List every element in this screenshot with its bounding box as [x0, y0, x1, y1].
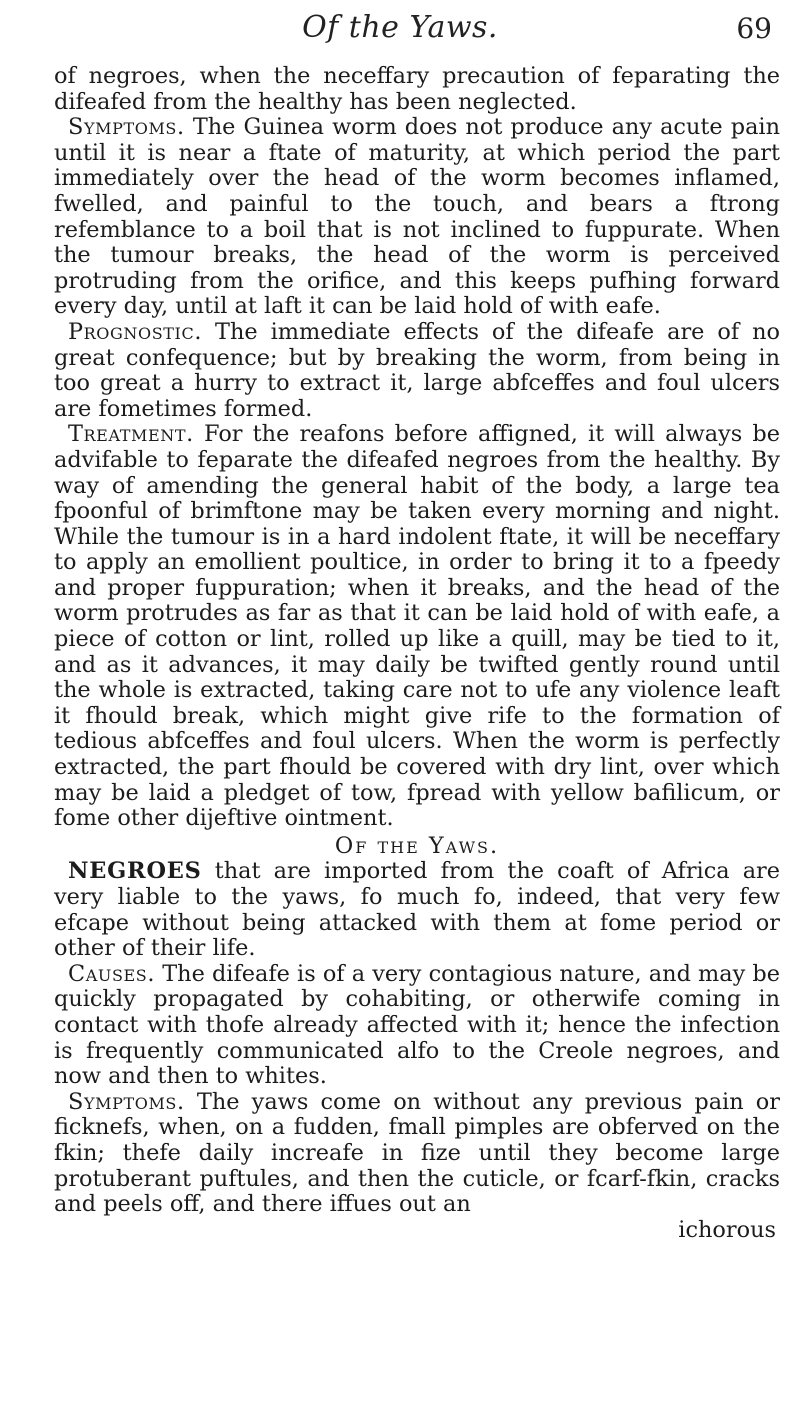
running-head: Of the Yaws.	[302, 10, 498, 45]
paragraph-continuation	[54, 64, 780, 115]
paragraph-text: For the reafons before affigned, it will always be advifable to feparate the difeafed negroes from the healthy. By way of amending the general habit of the body, a large tea fpoonful of brimftone may be taken every morning and night. While the tumour is in a hard indolent ftate, it will be neceffary to apply an emollient poultice, in order to bring it to a fpeedy and proper fuppuration; when it breaks, and the head of the worm protrudes as far as that it can be laid hold of with eafe, a piece of cotton or lint, rolled up like a quill, may be tied to it, and as it advances, it may daily be twifted gently round until the whole is extracted, taking care not to ufe any violence leaft it fhould break, which might give rife to the formation of tedious abfceffes and foul ulcers. When the worm is perfectly extracted, the part fhould be covered with dry lint, over which may be laid a pledget of tow, fpread with yellow bafilicum, or fome other dijeftive ointment.	[54, 421, 780, 832]
page-header	[0, 10, 800, 62]
paragraph-heading: Prognostic.	[68, 318, 203, 345]
section-title: Of the Yaws.	[334, 832, 500, 859]
paragraph-heading: Treatment.	[68, 421, 194, 448]
paragraph-text: The immediate effects of the difeafe are of no great confequence; but by breaking the worm, from being in too great a hurry to extract it, large abfceffes and foul ulcers are fometimes formed.	[54, 318, 780, 422]
body-text	[54, 64, 780, 1243]
paragraph-heading: Symptoms.	[68, 1088, 185, 1115]
paragraph-heading: NEGROES	[68, 858, 202, 885]
paragraph-text: that are imported from the coaft of Africa are very liable to the yaws, fo much fo, indeed, that very few efcape without being attacked with them at fome period or other of their life.	[54, 858, 780, 962]
paragraph-text: of negroes, when the neceffary precaution of feparating the difeafed from the healthy has been neglected.	[54, 63, 780, 115]
paragraph-text: The yaws come on without any previous pain or ficknefs, when, on a fudden, fmall pimples are obferved on the fkin; thefe daily increafe in fize until they become large protuberant puftules, and then the cuticle, or fcarf-fkin, cracks and peels off, and there iffues out an	[54, 1088, 780, 1218]
paragraph-symptoms	[54, 115, 780, 320]
paragraph-heading: Causes.	[68, 960, 156, 987]
paragraph-text: The difeafe is of a very contagious nature, and may be quickly propagated by cohabiting, or otherwife coming in contact with thofe already affected with it; hence the infection is frequently communicated alfo to the Creole negroes, and now and then to whites.	[54, 960, 780, 1090]
paragraph-text: The Guinea worm does not produce any acute pain until it is near a ftate of maturity, at which period the part immediately over the head of the worm becomes inflamed, fwelled, and painful to the touch, and bears a ftrong refemblance to a boil that is not inclined to fuppurate. When the tumour breaks, the head of the worm is perceived protruding from the orifice, and this keeps pufhing forward every day, until at laft it can be laid hold of with eafe.	[54, 114, 781, 320]
paragraph-causes	[54, 962, 780, 1090]
paragraph-negroes	[54, 859, 780, 961]
paragraph-treatment	[54, 422, 780, 832]
page-number: 69	[736, 12, 772, 45]
paragraph-heading: Symptoms.	[68, 114, 185, 141]
paragraph-yaws-symptoms	[54, 1090, 780, 1218]
catchword: ichorous	[678, 1216, 776, 1243]
paragraph-prognostic	[54, 320, 780, 422]
